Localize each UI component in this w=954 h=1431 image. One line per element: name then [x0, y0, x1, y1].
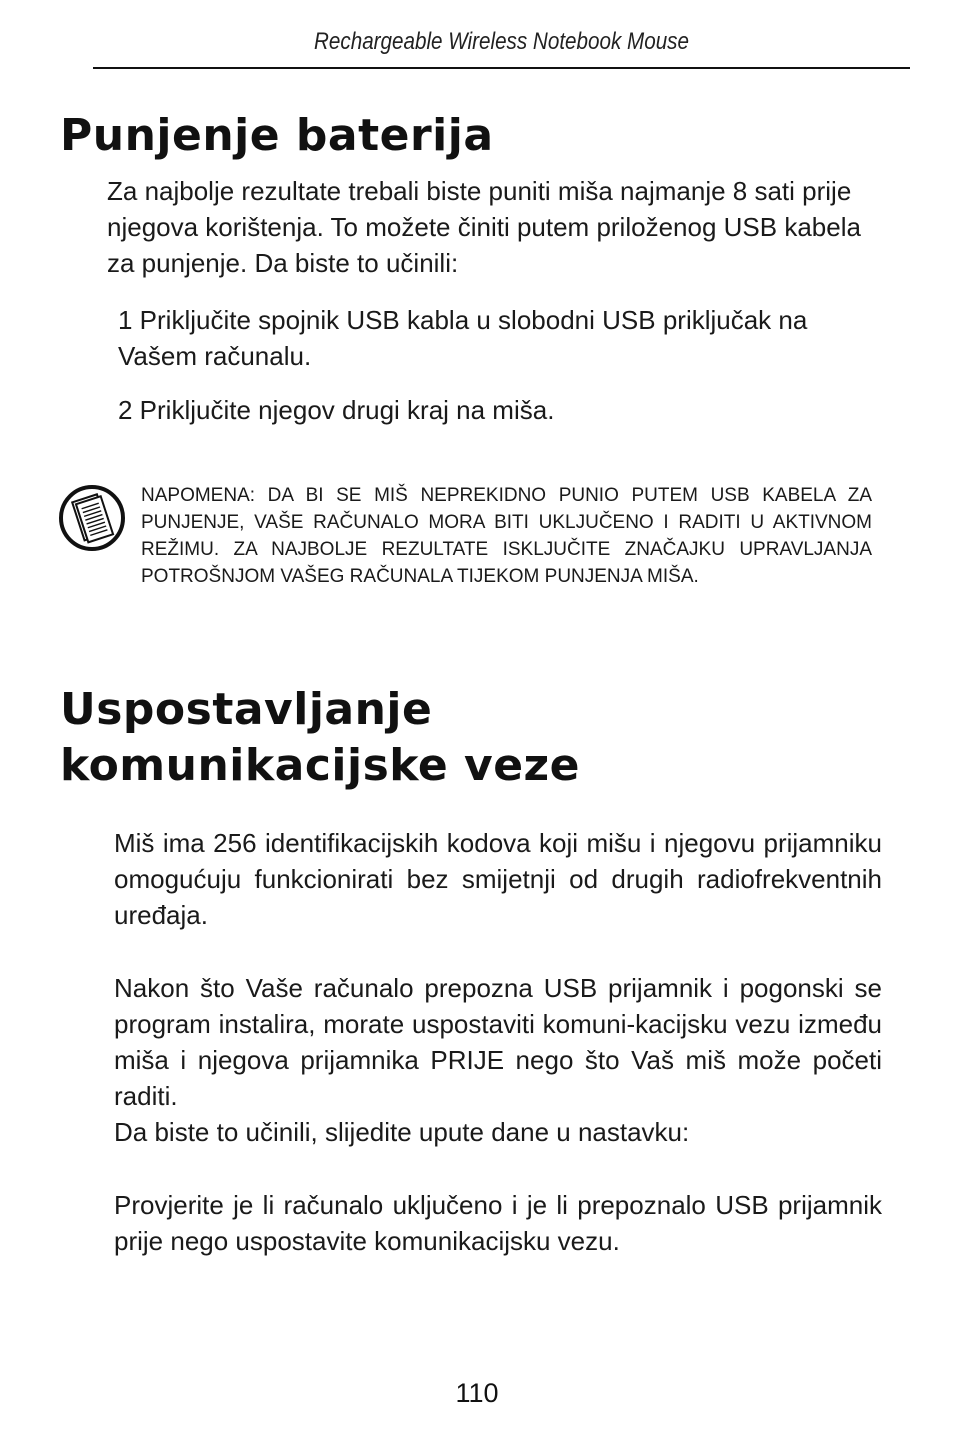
pairing-check-paragraph: Provjerite je li računalo uključeno i je li prepoznalo USB prijamnik prije nego uspostavite komunikacijsku vezu. — [114, 1190, 882, 1256]
section-title-pairing-line-2: komunikacijske veze — [60, 740, 580, 791]
section-title-pairing-line-1: Uspostavljanje — [60, 684, 433, 735]
charging-step-2: 2 Priključite njegov drugi kraj na miša. — [118, 395, 555, 425]
notepad-icon — [58, 484, 126, 552]
page-number: 110 — [455, 1378, 499, 1408]
header-rule — [93, 67, 910, 69]
pairing-after-install-paragraph: Nakon što Vaše računalo prepozna USB prijamnik i pogonski se program instalira, morate uspostaviti komuni-kacijsku vezu između miša i njegova prijamnika PRIJE nego što Vaš miš može početi raditi. — [114, 973, 882, 1111]
charging-step-1: 1 Priključite spojnik USB kabla u slobodni USB priključak na Vašem računalu. — [118, 305, 808, 371]
section-title-pairing — [60, 682, 580, 794]
pairing-codes-paragraph: Miš ima 256 identifikacijskih kodova koji mišu i njegovu prijamniku omogućuju funkcionirati bez smijetnji od drugih radiofrekventnih uređaja. — [114, 828, 882, 930]
pairing-follow-instructions: Da biste to učinili, slijedite upute dane u nastavku: — [114, 1117, 690, 1147]
charging-intro: Za najbolje rezultate trebali biste puniti miša najmanje 8 sati prije njegova korištenja. To možete činiti putem priloženog USB kabela za punjenje. Da biste to učinili: — [107, 176, 861, 278]
charging-note: NAPOMENA: DA BI SE MIŠ NEPREKIDNO PUNIO PUTEM USB KABELA ZA PUNJENJE, VAŠE RAČUNALO MORA BITI UKLJUČENO I RADITI U AKTIVNOM REŽIMU. ZA NAJBOLJE REZULTATE ISKLJUČITE ZNAČAJKU UPRAVLJANJA POTROŠNJOM VAŠEG RAČUNALA TIJEKOM PUNJENJA MIŠA. — [141, 485, 872, 587]
section-title-charging: Punjenje baterija — [60, 110, 494, 161]
running-header: Rechargeable Wireless Notebook Mouse — [314, 28, 689, 55]
